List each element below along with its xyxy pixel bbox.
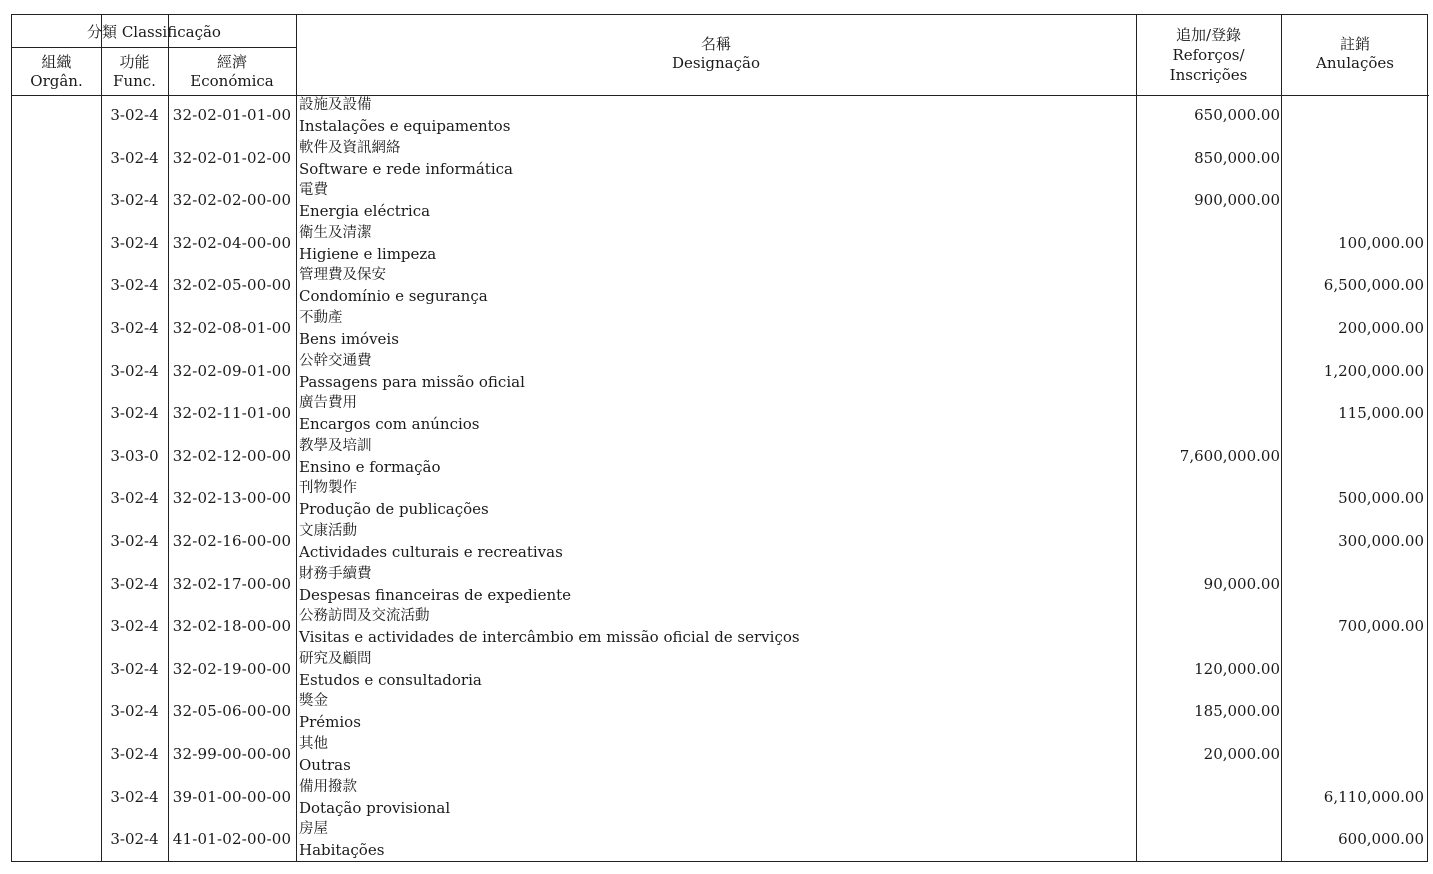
designation-zh: 設施及設備 bbox=[299, 97, 372, 113]
header-reinforce-pt1: Reforços/ bbox=[1172, 46, 1245, 64]
header-name-pt: Designação bbox=[672, 54, 760, 72]
func-code: 3-02-4 bbox=[110, 319, 159, 337]
econ-code: 32-05-06-00-00 bbox=[172, 702, 292, 721]
func-code: 3-02-4 bbox=[110, 617, 159, 636]
table-row bbox=[12, 778, 1429, 821]
designation-zh: 管理費及保安 bbox=[299, 267, 386, 284]
reinforcement-amount: 90,000.00 bbox=[1203, 574, 1280, 593]
designation bbox=[299, 393, 1139, 435]
reinforcement-amount: 650,000.00 bbox=[1194, 106, 1280, 124]
designation bbox=[299, 734, 1139, 776]
econ-code: 39-01-00-00-00 bbox=[172, 787, 292, 806]
reinforcement-amount: 185,000.00 bbox=[1194, 702, 1280, 721]
econ-code: 32-02-11-01-00 bbox=[172, 404, 292, 423]
designation-pt: Prémios bbox=[299, 713, 361, 732]
table-row bbox=[12, 309, 1429, 352]
designation bbox=[299, 649, 1139, 691]
table-row bbox=[12, 181, 1429, 224]
reinforcement-amount: 7,600,000.00 bbox=[1179, 446, 1280, 465]
header-classification: 分類 Classificação bbox=[87, 23, 221, 41]
cancellation-amount: 700,000.00 bbox=[1338, 617, 1424, 636]
cancellation-amount: 500,000.00 bbox=[1338, 489, 1424, 508]
reinforcement-amount: 20,000.00 bbox=[1203, 745, 1280, 763]
header-econ bbox=[168, 53, 296, 91]
reinforcement-amount: 850,000.00 bbox=[1194, 148, 1280, 167]
func-code: 3-02-4 bbox=[110, 787, 159, 806]
designation-zh: 衛生及清潔 bbox=[299, 224, 372, 241]
header-sub-divider bbox=[12, 47, 297, 48]
header-cancel-zh: 註銷 bbox=[1339, 35, 1370, 53]
designation-pt: Habitações bbox=[299, 841, 385, 860]
header-cancel-pt: Anulações bbox=[1316, 54, 1394, 72]
func-code: 3-02-4 bbox=[110, 404, 159, 423]
designation-pt: Instalações e equipamentos bbox=[299, 117, 511, 135]
econ-code: 32-02-18-00-00 bbox=[172, 617, 292, 636]
econ-code: 32-02-02-00-00 bbox=[172, 191, 292, 210]
table-row bbox=[12, 266, 1429, 309]
table-row bbox=[12, 692, 1429, 735]
func-code: 3-02-4 bbox=[110, 489, 159, 508]
designation bbox=[299, 138, 1139, 180]
func-code: 3-03-0 bbox=[110, 446, 159, 465]
table-row bbox=[12, 650, 1429, 693]
designation-pt: Estudos e consultadoria bbox=[299, 670, 482, 689]
econ-code: 32-02-09-01-00 bbox=[172, 361, 292, 380]
designation-pt: Dotação provisional bbox=[299, 798, 451, 817]
econ-code: 32-99-00-00-00 bbox=[172, 745, 292, 763]
designation-zh: 不動產 bbox=[299, 310, 343, 326]
header-organ-zh: 組織 bbox=[41, 53, 72, 71]
func-code: 3-02-4 bbox=[110, 659, 159, 678]
designation-zh: 公幹交通費 bbox=[299, 352, 372, 369]
header-reinforce-zh: 追加/登錄 bbox=[1175, 26, 1242, 44]
table-row bbox=[12, 820, 1429, 863]
table-row bbox=[12, 735, 1429, 778]
table-row bbox=[12, 139, 1429, 182]
econ-code: 32-02-19-00-00 bbox=[172, 659, 292, 678]
econ-code: 41-01-02-00-00 bbox=[172, 830, 292, 849]
designation-zh: 軟件及資訊網絡 bbox=[299, 139, 401, 156]
header-econ-pt: Económica bbox=[190, 72, 274, 90]
designation-pt: Encargos com anúncios bbox=[299, 415, 480, 434]
table-row bbox=[12, 437, 1429, 480]
designation-pt: Higiene e limpeza bbox=[299, 244, 437, 263]
designation bbox=[299, 606, 1139, 648]
header-func bbox=[101, 53, 168, 91]
designation-zh: 備用撥款 bbox=[299, 778, 357, 795]
cancellation-amount: 200,000.00 bbox=[1338, 319, 1424, 337]
func-code: 3-02-4 bbox=[110, 532, 159, 550]
designation bbox=[299, 691, 1139, 733]
designation-zh: 文康活動 bbox=[299, 523, 357, 539]
designation-zh: 房屋 bbox=[299, 821, 328, 838]
designation bbox=[299, 95, 1139, 137]
designation-pt: Energia eléctrica bbox=[299, 202, 431, 221]
designation-pt: Condomínio e segurança bbox=[299, 287, 488, 306]
designation bbox=[299, 308, 1139, 350]
header-reinforce-pt2: Inscrições bbox=[1169, 66, 1248, 84]
designation-pt: Actividades culturais e recreativas bbox=[299, 543, 563, 561]
reinforcement-amount: 120,000.00 bbox=[1194, 659, 1280, 678]
cancellation-amount: 100,000.00 bbox=[1338, 233, 1424, 252]
cancellation-amount: 600,000.00 bbox=[1338, 830, 1424, 849]
econ-code: 32-02-01-01-00 bbox=[172, 106, 292, 124]
econ-code: 32-02-17-00-00 bbox=[172, 574, 292, 593]
header-func-zh: 功能 bbox=[119, 53, 150, 71]
designation-zh: 公務訪問及交流活動 bbox=[299, 608, 430, 625]
header-reinforcements bbox=[1136, 25, 1281, 85]
designation bbox=[299, 436, 1139, 478]
designation-pt: Outras bbox=[299, 756, 351, 774]
cancellation-amount: 300,000.00 bbox=[1338, 532, 1424, 550]
table-row bbox=[12, 394, 1429, 437]
designation-zh: 研究及顧問 bbox=[299, 650, 372, 667]
func-code: 3-02-4 bbox=[110, 702, 159, 721]
designation bbox=[299, 180, 1139, 222]
designation bbox=[299, 564, 1139, 606]
econ-code: 32-02-08-01-00 bbox=[172, 319, 292, 337]
cancellation-amount: 115,000.00 bbox=[1338, 404, 1424, 423]
econ-code: 32-02-04-00-00 bbox=[172, 233, 292, 252]
table-row bbox=[12, 224, 1429, 267]
header-designation bbox=[296, 35, 1136, 73]
designation-zh: 刊物製作 bbox=[299, 480, 357, 497]
func-code: 3-02-4 bbox=[110, 276, 159, 295]
header-organ-pt: Orgân. bbox=[30, 72, 83, 90]
table-row bbox=[12, 607, 1429, 650]
designation-pt: Bens imóveis bbox=[299, 330, 399, 348]
designation-pt: Software e rede informática bbox=[299, 159, 513, 178]
econ-code: 32-02-16-00-00 bbox=[172, 532, 292, 550]
func-code: 3-02-4 bbox=[110, 191, 159, 210]
header-econ-zh: 經濟 bbox=[216, 53, 247, 71]
func-code: 3-02-4 bbox=[110, 106, 159, 124]
designation bbox=[299, 351, 1139, 393]
cancellation-amount: 6,110,000.00 bbox=[1323, 787, 1424, 806]
table-row bbox=[12, 565, 1429, 608]
econ-code: 32-02-05-00-00 bbox=[172, 276, 292, 295]
designation-pt: Visitas e actividades de intercâmbio em missão oficial de serviços bbox=[299, 628, 800, 647]
econ-code: 32-02-13-00-00 bbox=[172, 489, 292, 508]
reinforcement-amount: 900,000.00 bbox=[1194, 191, 1280, 210]
budget-table bbox=[11, 14, 1428, 862]
designation-pt: Produção de publicações bbox=[299, 500, 489, 519]
header-organ bbox=[12, 53, 101, 91]
designation-zh: 獎金 bbox=[299, 693, 328, 710]
designation bbox=[299, 819, 1139, 861]
designation-pt: Passagens para missão oficial bbox=[299, 372, 525, 391]
func-code: 3-02-4 bbox=[110, 574, 159, 593]
header-name-zh: 名稱 bbox=[700, 35, 731, 53]
func-code: 3-02-4 bbox=[110, 361, 159, 380]
table-row bbox=[12, 352, 1429, 395]
func-code: 3-02-4 bbox=[110, 830, 159, 849]
designation-pt: Despesas financeiras de expediente bbox=[299, 585, 572, 604]
table-row bbox=[12, 522, 1429, 565]
designation bbox=[299, 478, 1139, 520]
func-code: 3-02-4 bbox=[110, 745, 159, 763]
designation bbox=[299, 223, 1139, 265]
designation-pt: Ensino e formação bbox=[299, 457, 441, 476]
func-code: 3-02-4 bbox=[110, 233, 159, 252]
designation bbox=[299, 777, 1139, 819]
table-row bbox=[12, 96, 1429, 139]
designation bbox=[299, 265, 1139, 307]
func-code: 3-02-4 bbox=[110, 148, 159, 167]
header-cancellations bbox=[1281, 35, 1429, 73]
designation-zh: 教學及培訓 bbox=[299, 437, 372, 454]
table-row bbox=[12, 479, 1429, 522]
designation-zh: 財務手續費 bbox=[299, 565, 372, 582]
designation-zh: 其他 bbox=[299, 736, 328, 752]
designation-zh: 廣告費用 bbox=[299, 395, 357, 412]
cancellation-amount: 6,500,000.00 bbox=[1323, 276, 1424, 295]
econ-code: 32-02-12-00-00 bbox=[172, 446, 292, 465]
designation bbox=[299, 521, 1139, 563]
econ-code: 32-02-01-02-00 bbox=[172, 148, 292, 167]
designation-zh: 電費 bbox=[299, 182, 328, 199]
cancellation-amount: 1,200,000.00 bbox=[1323, 361, 1424, 380]
header-func-pt: Func. bbox=[113, 72, 156, 90]
